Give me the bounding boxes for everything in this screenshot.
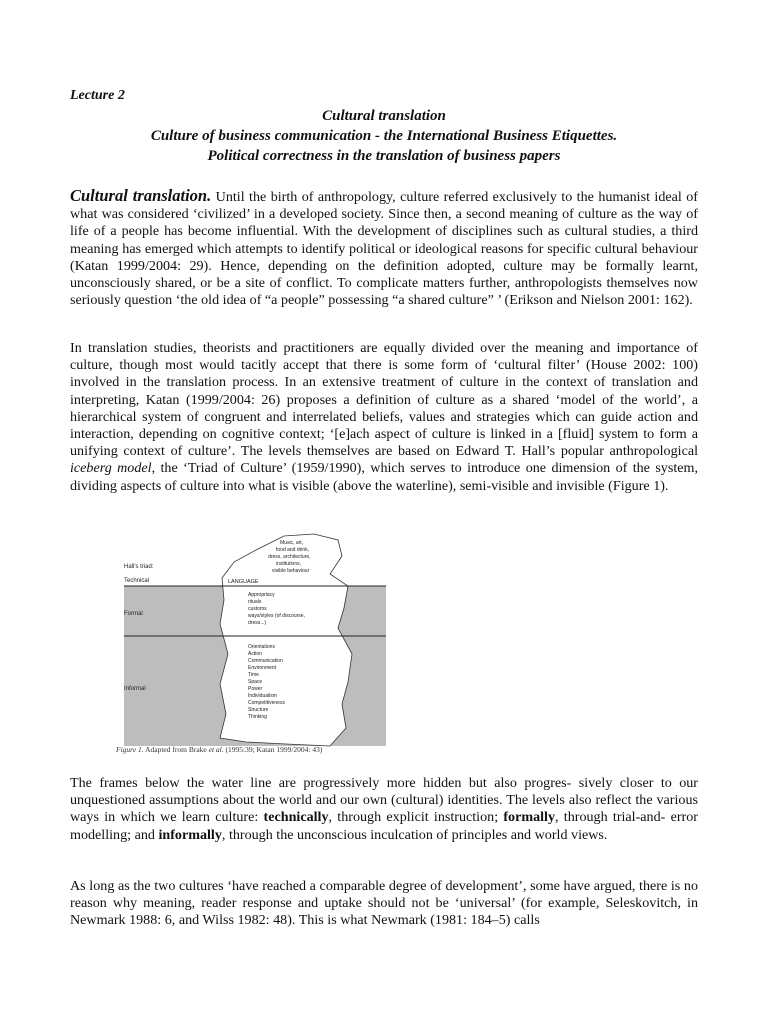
informal-line: Environment	[248, 665, 277, 671]
lecture-label: Lecture 2	[70, 88, 125, 103]
title-block	[70, 106, 698, 166]
caption-italic: et al.	[208, 745, 224, 754]
level-formal-label: Formal	[124, 611, 143, 617]
level-technical-label: Technical	[124, 578, 150, 584]
title-line-3: Political correctness in the translation of business papers	[207, 148, 561, 164]
informal-line: Space	[248, 679, 263, 685]
paragraph-text: , through explicit instruction;	[328, 809, 504, 826]
paragraph-text: , through the unconscious inculcation of principles and world views.	[221, 826, 608, 843]
language-label: LANGUAGE	[228, 579, 259, 585]
formal-line: ways/styles (of discourse,	[248, 613, 305, 619]
paragraph-cultural-translation	[70, 187, 698, 309]
term-formally: formally	[503, 809, 556, 826]
tip-line: dress, architecture,	[268, 554, 311, 560]
paragraph-two-cultures	[70, 878, 698, 930]
paragraph-text: In translation studies, theorists and practitioners are equally divided over the meaning and importance of culture, though most would tacitly accept that there is some form of ‘cultural filter’ (House 2002: 100) involved in the translation process. In an extensive treatment of culture in the context of translation and interpreting, Katan (1999/2004: 26) proposes a definition of culture as a shared ‘model of the world’, a hierarchical system of congruent and interrelated beliefs, values and strategies which can guide action and interaction, depending on cognitive context; ‘[e]ach aspect of culture is linked in a [fluid] system to form a unifying context of culture’. The levels themselves are based on Edward T. Hall’s popular anthropological	[70, 340, 698, 460]
iceberg-diagram	[116, 532, 416, 762]
tip-line: institutions,	[276, 561, 302, 567]
title-line-2: Culture of business communication - the International Business Etiquettes.	[150, 128, 618, 144]
figure-caption	[116, 745, 436, 754]
informal-line: Time	[248, 672, 259, 678]
caption-figure-label: Figure 1.	[116, 745, 144, 754]
informal-line: Individualism	[248, 693, 277, 699]
formal-line: customs	[248, 606, 267, 612]
informal-line: Power	[248, 686, 263, 692]
paragraph-text: Until the birth of anthropology, culture referred exclusively to the humanist ideal of what was considered ‘civilized’ in a developed society. Since then, a second meaning of culture as the way of life of a people has become influential. With the development of disciplines such as cultural studies, a third meaning has emerged which attempts to identify political or ideological reasons for specific cultural behaviour (Katan 1999/2004: 29). Hence, depending on the definition adopted, culture may be formally learnt, unconsciously shared, or be a site of conflict. To complicate matters further, anthropologists themselves now seriously question ‘the old idea of “a people” possessing “a shared culture” ’ (Erikson and Nielson 2001: 162).	[70, 189, 698, 309]
formal-line: dress...)	[248, 620, 267, 626]
level-informal-label: Informal	[124, 686, 146, 692]
caption-text: Adapted from Brake	[143, 745, 209, 754]
informal-line: Action	[248, 651, 262, 657]
tip-line: food and drink,	[276, 547, 310, 553]
paragraph-frames	[70, 775, 698, 844]
tip-line: Music, art,	[280, 540, 304, 546]
caption-text: (1995:39; Katan 1999/2004: 43)	[223, 745, 323, 754]
formal-line: rituals	[248, 599, 262, 605]
informal-line: Orientations	[248, 644, 275, 650]
triad-label: Hall's triad:	[124, 564, 154, 570]
tip-line: visible behaviour	[272, 568, 310, 574]
paragraph-text: , through trial-and- error modelling; and	[70, 809, 698, 843]
formal-line: Appropriacy	[248, 592, 275, 598]
paragraph-text: As long as the two cultures ‘have reached a comparable degree of development’, some have argued, there is no reason why meaning, reader response and uptake should not be ‘universal’ (for example, Seleskovitch, in Newmark 1988: 6, and Wilss 1982: 48). This is what Newmark (1981: 184–5) calls	[70, 878, 698, 929]
iceberg-model-term: iceberg model	[70, 460, 152, 477]
paragraph-lead: Cultural translation.	[70, 186, 212, 205]
title-line-1: Cultural translation	[322, 108, 446, 124]
term-informally: informally	[158, 826, 222, 843]
informal-line: Structure	[248, 707, 269, 713]
term-technically: technically	[263, 809, 329, 826]
informal-line: Thinking	[248, 714, 267, 720]
paragraph-text: The frames below the water line are progressively more hidden but also progres- sively closer to our unquestioned assumptions about the world and our own (cultural) identities. The levels also reflect the various ways in which we learn culture:	[70, 775, 698, 826]
paragraph-text: , the ‘Triad of Culture’ (1959/1990), which serves to introduce one dimension of the system, dividing aspects of culture into what is visible (above the waterline), semi-visible and invisible (Figure 1).	[70, 460, 698, 494]
paragraph-translation-studies	[70, 340, 698, 495]
informal-line: Competitiveness	[248, 700, 285, 706]
iceberg-figure	[116, 532, 416, 762]
informal-line: Communication	[248, 658, 283, 664]
